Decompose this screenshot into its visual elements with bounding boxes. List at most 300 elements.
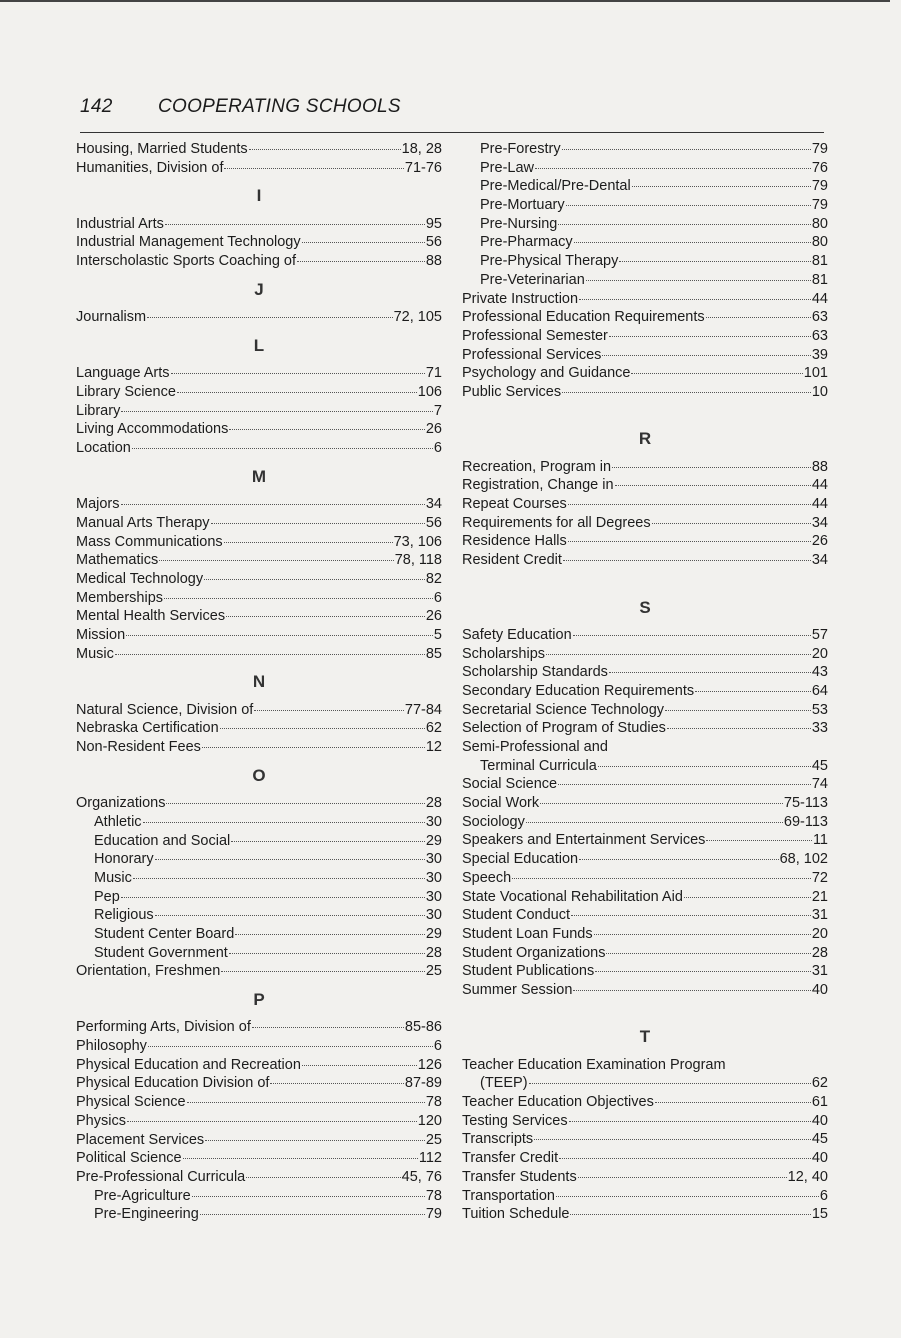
index-entry bbox=[76, 233, 442, 252]
dot-leader bbox=[155, 859, 425, 860]
dot-leader bbox=[252, 1027, 404, 1028]
index-entry bbox=[462, 476, 828, 495]
index-entry bbox=[462, 458, 828, 477]
index-entry bbox=[76, 1168, 442, 1187]
entry-pages: 77-84 bbox=[404, 701, 442, 718]
index-entry bbox=[76, 1131, 442, 1150]
index-entry bbox=[76, 1149, 442, 1168]
entry-pages: 80 bbox=[811, 234, 828, 251]
index-entry bbox=[462, 1149, 828, 1168]
dot-leader bbox=[655, 1102, 811, 1103]
entry-term: Speakers and Entertainment Services bbox=[462, 832, 706, 849]
dot-leader bbox=[586, 280, 811, 281]
entry-term: Industrial Arts bbox=[76, 215, 164, 232]
dot-leader bbox=[226, 616, 425, 617]
dot-leader bbox=[159, 560, 393, 561]
index-entry bbox=[76, 383, 442, 402]
entry-pages: 79 bbox=[811, 178, 828, 195]
dot-leader bbox=[115, 654, 425, 655]
entry-pages: 78, 118 bbox=[394, 552, 442, 569]
entry-term: Requirements for all Degrees bbox=[462, 514, 651, 531]
entry-pages: 40 bbox=[811, 1150, 828, 1167]
dot-leader bbox=[126, 635, 433, 636]
entry-pages: 106 bbox=[417, 383, 442, 400]
dot-leader bbox=[192, 1196, 425, 1197]
index-entry bbox=[462, 831, 828, 850]
index-entry bbox=[462, 514, 828, 533]
entry-term: Physical Education Division of bbox=[76, 1075, 270, 1092]
entry-pages: 88 bbox=[811, 458, 828, 475]
dot-leader bbox=[606, 953, 810, 954]
index-entry bbox=[462, 794, 828, 813]
index-entry bbox=[462, 775, 828, 794]
index-entry bbox=[76, 1074, 442, 1093]
entry-pages: 72 bbox=[811, 869, 828, 886]
entry-term: Library bbox=[76, 402, 121, 419]
index-entry bbox=[76, 514, 442, 533]
entry-term: Pre-Agriculture bbox=[94, 1187, 191, 1204]
index-subentry bbox=[76, 1187, 442, 1206]
entry-pages: 44 bbox=[811, 290, 828, 307]
dot-leader bbox=[609, 336, 811, 337]
index-entry bbox=[76, 159, 442, 178]
dot-leader bbox=[579, 859, 779, 860]
dot-leader bbox=[579, 299, 811, 300]
dot-leader bbox=[535, 168, 811, 169]
index-subentry bbox=[462, 140, 828, 159]
dot-leader bbox=[254, 710, 404, 711]
dot-leader bbox=[568, 504, 811, 505]
entry-term: Student Organizations bbox=[462, 944, 606, 961]
entry-term: Social Work bbox=[462, 795, 540, 812]
dot-leader bbox=[211, 523, 425, 524]
entry-pages: 64 bbox=[811, 682, 828, 699]
dot-leader bbox=[571, 915, 811, 916]
dot-leader bbox=[229, 429, 425, 430]
entry-term: Mental Health Services bbox=[76, 608, 226, 625]
section-letter: L bbox=[253, 335, 265, 355]
entry-term: Philosophy bbox=[76, 1038, 147, 1055]
dot-leader bbox=[595, 971, 811, 972]
index-entry bbox=[462, 813, 828, 832]
index-entry bbox=[76, 645, 442, 664]
entry-pages: 6 bbox=[433, 589, 442, 606]
dot-leader bbox=[249, 149, 401, 150]
header-rule bbox=[80, 132, 824, 133]
entry-term: Placement Services bbox=[76, 1131, 205, 1148]
dot-leader bbox=[602, 355, 810, 356]
section-letter: S bbox=[639, 597, 651, 617]
entry-term: Safety Education bbox=[462, 626, 572, 643]
entry-term: Private Instruction bbox=[462, 290, 579, 307]
dot-leader bbox=[220, 728, 425, 729]
entry-term: Resident Credit bbox=[462, 552, 562, 569]
entry-term: Speech bbox=[462, 869, 512, 886]
entry-term: Transcripts bbox=[462, 1131, 534, 1148]
dot-leader bbox=[171, 373, 425, 374]
entry-pages: 88 bbox=[425, 253, 442, 270]
section-letter: J bbox=[254, 279, 264, 299]
dot-leader bbox=[563, 560, 811, 561]
dot-leader bbox=[665, 710, 811, 711]
index-entry bbox=[462, 944, 828, 963]
entry-pages: 45, 76 bbox=[401, 1168, 442, 1185]
entry-term: Pre-Mortuary bbox=[480, 197, 565, 214]
entry-term: Pre-Law bbox=[480, 159, 534, 176]
index-entry bbox=[76, 701, 442, 720]
entry-term: Education and Social bbox=[94, 832, 231, 849]
entry-term: Mathematics bbox=[76, 552, 159, 569]
entry-term: Housing, Married Students bbox=[76, 141, 248, 157]
entry-term: Interscholastic Sports Coaching of bbox=[76, 253, 297, 270]
entry-pages: 53 bbox=[811, 701, 828, 718]
index-entry bbox=[462, 1130, 828, 1149]
entry-pages: 26 bbox=[811, 533, 828, 550]
dot-leader bbox=[187, 1102, 425, 1103]
dot-leader bbox=[270, 1083, 403, 1084]
entry-term: Pre-Nursing bbox=[480, 215, 558, 232]
dot-leader bbox=[204, 579, 425, 580]
index-entry bbox=[76, 719, 442, 738]
dot-leader bbox=[183, 1158, 418, 1159]
dot-leader bbox=[558, 784, 811, 785]
index-entry bbox=[76, 738, 442, 757]
dot-leader bbox=[609, 672, 811, 673]
entry-pages: 34 bbox=[811, 552, 828, 569]
entry-term: Physical Education and Recreation bbox=[76, 1056, 301, 1073]
dot-leader bbox=[297, 261, 425, 262]
index-entry bbox=[462, 701, 828, 720]
dot-leader bbox=[121, 897, 425, 898]
index-entry bbox=[462, 308, 828, 327]
dot-leader bbox=[529, 1083, 811, 1084]
entry-term: Psychology and Guidance bbox=[462, 365, 631, 382]
index-entry bbox=[462, 663, 828, 682]
entry-pages: 57 bbox=[811, 626, 828, 643]
entry-pages: 12 bbox=[425, 739, 442, 756]
index-entry bbox=[462, 925, 828, 944]
entry-pages: 79 bbox=[811, 141, 828, 157]
entry-term: Political Science bbox=[76, 1150, 182, 1167]
entry-term: Student Government bbox=[94, 944, 228, 961]
dot-leader bbox=[598, 766, 811, 767]
index-entry bbox=[76, 252, 442, 271]
entry-pages: 78 bbox=[425, 1094, 442, 1111]
dot-leader bbox=[562, 149, 811, 150]
dot-leader bbox=[302, 1065, 417, 1066]
dot-leader bbox=[569, 1121, 811, 1122]
entry-term: Registration, Change in bbox=[462, 477, 614, 494]
entry-term: Sociology bbox=[462, 813, 525, 830]
entry-pages: 25 bbox=[425, 1131, 442, 1148]
dot-leader bbox=[706, 317, 811, 318]
entry-pages: 56 bbox=[425, 234, 442, 251]
entry-term: Secondary Education Requirements bbox=[462, 682, 695, 699]
entry-term: Organizations bbox=[76, 795, 166, 812]
index-subentry bbox=[462, 159, 828, 178]
entry-pages: 33 bbox=[811, 720, 828, 737]
index-entry bbox=[76, 495, 442, 514]
index-entry bbox=[76, 551, 442, 570]
index-subentry bbox=[462, 233, 828, 252]
index-entry bbox=[462, 645, 828, 664]
dot-leader bbox=[302, 242, 425, 243]
entry-term: Transfer Students bbox=[462, 1168, 577, 1185]
entry-pages: 30 bbox=[425, 869, 442, 886]
index-entry bbox=[76, 1037, 442, 1056]
entry-term: Natural Science, Division of bbox=[76, 701, 254, 718]
entry-term: Physics bbox=[76, 1112, 126, 1129]
index-entry bbox=[462, 1205, 828, 1224]
section-letter: P bbox=[253, 990, 265, 1010]
index-entry bbox=[462, 364, 828, 383]
entry-pages: 31 bbox=[811, 963, 828, 980]
dot-leader bbox=[706, 840, 812, 841]
entry-pages: 34 bbox=[811, 514, 828, 531]
dot-leader bbox=[166, 803, 424, 804]
entry-pages: 56 bbox=[425, 514, 442, 531]
index-entry bbox=[462, 962, 828, 981]
index-subentry bbox=[462, 252, 828, 271]
entry-pages: 12, 40 bbox=[787, 1168, 828, 1185]
index-subentry bbox=[76, 832, 442, 851]
dot-leader bbox=[512, 878, 811, 879]
entry-term: Student Conduct bbox=[462, 907, 571, 924]
entry-term: Terminal Curricula bbox=[480, 757, 597, 774]
spacer bbox=[462, 402, 828, 421]
entry-pages: 40 bbox=[811, 1112, 828, 1129]
section-letter: T bbox=[639, 1027, 651, 1047]
entry-pages: 126 bbox=[417, 1056, 442, 1073]
entry-pages: 15 bbox=[811, 1206, 828, 1223]
spacer bbox=[462, 1000, 828, 1019]
dot-leader bbox=[594, 934, 811, 935]
index-subentry bbox=[76, 925, 442, 944]
entry-pages: 81 bbox=[811, 253, 828, 270]
entry-term: Location bbox=[76, 440, 131, 457]
index-entry bbox=[76, 1018, 442, 1037]
dot-leader bbox=[132, 448, 433, 449]
index-subentry bbox=[462, 1074, 828, 1093]
entry-pages: 26 bbox=[425, 608, 442, 625]
page-header bbox=[80, 96, 401, 118]
index-entry bbox=[76, 1093, 442, 1112]
entry-pages: 63 bbox=[811, 327, 828, 344]
entry-term: Pre-Physical Therapy bbox=[480, 253, 619, 270]
spacer bbox=[462, 570, 828, 589]
entry-term: Pep bbox=[94, 888, 120, 905]
index-entry bbox=[76, 607, 442, 626]
entry-term: Humanities, Division of bbox=[76, 159, 224, 176]
entry-term: Physical Science bbox=[76, 1094, 186, 1111]
dot-leader bbox=[127, 1121, 417, 1122]
entry-pages: 81 bbox=[811, 271, 828, 288]
index-entry bbox=[76, 1056, 442, 1075]
dot-leader bbox=[556, 1196, 819, 1197]
entry-term: Pre-Medical/Pre-Dental bbox=[480, 178, 631, 195]
entry-term: Public Services bbox=[462, 383, 562, 400]
index-subentry bbox=[462, 196, 828, 215]
entry-term: Journalism bbox=[76, 309, 147, 326]
entry-term: Transfer Credit bbox=[462, 1150, 559, 1167]
entry-term: Athletic bbox=[94, 813, 142, 830]
index-entry bbox=[462, 869, 828, 888]
entry-pages: 20 bbox=[811, 925, 828, 942]
dot-leader bbox=[546, 654, 811, 655]
dot-leader bbox=[568, 541, 811, 542]
index-entry-heading: Teacher Education Examination Program bbox=[462, 1056, 726, 1073]
entry-term: Pre-Engineering bbox=[94, 1206, 199, 1223]
section-letter: N bbox=[252, 672, 266, 692]
entry-pages: 72, 105 bbox=[393, 309, 442, 326]
dot-leader bbox=[631, 373, 802, 374]
dot-leader bbox=[164, 598, 433, 599]
index-entry bbox=[76, 962, 442, 981]
index-entry bbox=[76, 589, 442, 608]
entry-term: Special Education bbox=[462, 851, 579, 868]
entry-pages: 75-113 bbox=[783, 795, 828, 812]
entry-pages: 18, 28 bbox=[401, 141, 442, 157]
entry-pages: 43 bbox=[811, 664, 828, 681]
entry-term: Scholarships bbox=[462, 645, 546, 662]
entry-pages: 20 bbox=[811, 645, 828, 662]
dot-leader bbox=[574, 242, 811, 243]
entry-pages: 87-89 bbox=[404, 1075, 442, 1092]
entry-pages: 28 bbox=[811, 944, 828, 961]
entry-pages: 11 bbox=[812, 832, 828, 849]
dot-leader bbox=[684, 897, 811, 898]
entry-pages: 71-76 bbox=[404, 159, 442, 176]
entry-pages: 69-113 bbox=[783, 813, 828, 830]
entry-pages: 120 bbox=[417, 1112, 442, 1129]
entry-term: Pre-Pharmacy bbox=[480, 234, 573, 251]
index-subentry bbox=[76, 869, 442, 888]
dot-leader bbox=[573, 990, 810, 991]
index-subentry bbox=[76, 850, 442, 869]
dot-leader bbox=[177, 392, 417, 393]
index-subentry bbox=[76, 888, 442, 907]
index-entry bbox=[76, 1112, 442, 1131]
dot-leader bbox=[235, 934, 425, 935]
entry-term: Library Science bbox=[76, 383, 176, 400]
dot-leader bbox=[573, 635, 811, 636]
index-entry bbox=[76, 420, 442, 439]
index-column-right bbox=[462, 140, 828, 1224]
entry-pages: 45 bbox=[811, 1131, 828, 1148]
entry-term: Summer Session bbox=[462, 981, 573, 998]
dot-leader bbox=[246, 1177, 400, 1178]
index-subentry bbox=[462, 177, 828, 196]
dot-leader bbox=[612, 467, 811, 468]
index-entry bbox=[462, 327, 828, 346]
entry-term: Secretarial Science Technology bbox=[462, 701, 665, 718]
dot-leader bbox=[652, 523, 811, 524]
entry-pages: 30 bbox=[425, 851, 442, 868]
dot-leader bbox=[147, 317, 393, 318]
index-entry bbox=[76, 794, 442, 813]
entry-term: Pre-Veterinarian bbox=[480, 271, 585, 288]
entry-pages: 29 bbox=[425, 832, 442, 849]
dot-leader bbox=[534, 1139, 811, 1140]
entry-term: Professional Semester bbox=[462, 327, 608, 344]
entry-pages: 44 bbox=[811, 496, 828, 513]
index-subentry bbox=[76, 944, 442, 963]
dot-leader bbox=[667, 728, 811, 729]
entry-pages: 29 bbox=[425, 925, 442, 942]
section-letter: R bbox=[638, 429, 652, 449]
entry-pages: 79 bbox=[425, 1206, 442, 1223]
entry-pages: 30 bbox=[425, 888, 442, 905]
index-subentry bbox=[462, 757, 828, 776]
entry-pages: 78 bbox=[425, 1187, 442, 1204]
section-letter: M bbox=[251, 466, 267, 486]
entry-term: Manual Arts Therapy bbox=[76, 514, 210, 531]
index-entry bbox=[462, 383, 828, 402]
entry-pages: 82 bbox=[425, 570, 442, 587]
entry-pages: 76 bbox=[811, 159, 828, 176]
entry-term: Mass Communications bbox=[76, 533, 223, 550]
entry-term: Teacher Education Objectives bbox=[462, 1094, 654, 1111]
page-title: COOPERATING SCHOOLS bbox=[158, 96, 401, 117]
index-entry bbox=[76, 570, 442, 589]
entry-term: Religious bbox=[94, 907, 154, 924]
entry-term: Recreation, Program in bbox=[462, 458, 612, 475]
dot-leader bbox=[526, 822, 783, 823]
index-entry bbox=[462, 719, 828, 738]
dot-leader bbox=[540, 803, 783, 804]
index-entry bbox=[462, 888, 828, 907]
entry-term: Honorary bbox=[94, 851, 154, 868]
dot-leader bbox=[121, 504, 425, 505]
entry-pages: 85 bbox=[425, 645, 442, 662]
index-entry bbox=[76, 308, 442, 327]
index-entry bbox=[462, 981, 828, 1000]
entry-term: Pre-Forestry bbox=[480, 141, 561, 157]
index-subentry bbox=[76, 1205, 442, 1224]
dot-leader bbox=[570, 1214, 810, 1215]
entry-pages: 73, 106 bbox=[393, 533, 442, 550]
index-entry bbox=[462, 290, 828, 309]
index-entry bbox=[462, 532, 828, 551]
entry-term: Living Accommodations bbox=[76, 421, 229, 438]
dot-leader bbox=[632, 186, 811, 187]
entry-term: Repeat Courses bbox=[462, 496, 567, 513]
index-entry bbox=[462, 346, 828, 365]
index-entry bbox=[76, 439, 442, 458]
entry-term: Non-Resident Fees bbox=[76, 739, 201, 756]
entry-term: Transportation bbox=[462, 1187, 555, 1204]
entry-pages: 25 bbox=[425, 963, 442, 980]
index-entry bbox=[462, 626, 828, 645]
entry-pages: 79 bbox=[811, 197, 828, 214]
entry-pages: 28 bbox=[425, 944, 442, 961]
entry-term: Selection of Program of Studies bbox=[462, 720, 666, 737]
entry-term: Majors bbox=[76, 496, 120, 513]
entry-pages: 30 bbox=[425, 813, 442, 830]
entry-pages: 80 bbox=[811, 215, 828, 232]
entry-pages: 112 bbox=[418, 1150, 442, 1167]
entry-pages: 68, 102 bbox=[779, 851, 828, 868]
section-letter: I bbox=[256, 186, 262, 206]
entry-pages: 21 bbox=[811, 888, 828, 905]
entry-pages: 61 bbox=[811, 1094, 828, 1111]
dot-leader bbox=[200, 1214, 425, 1215]
entry-pages: 85-86 bbox=[404, 1019, 442, 1036]
entry-term: State Vocational Rehabilitation Aid bbox=[462, 888, 683, 905]
entry-pages: 71 bbox=[425, 365, 442, 382]
entry-pages: 95 bbox=[425, 215, 442, 232]
dot-leader bbox=[165, 224, 425, 225]
